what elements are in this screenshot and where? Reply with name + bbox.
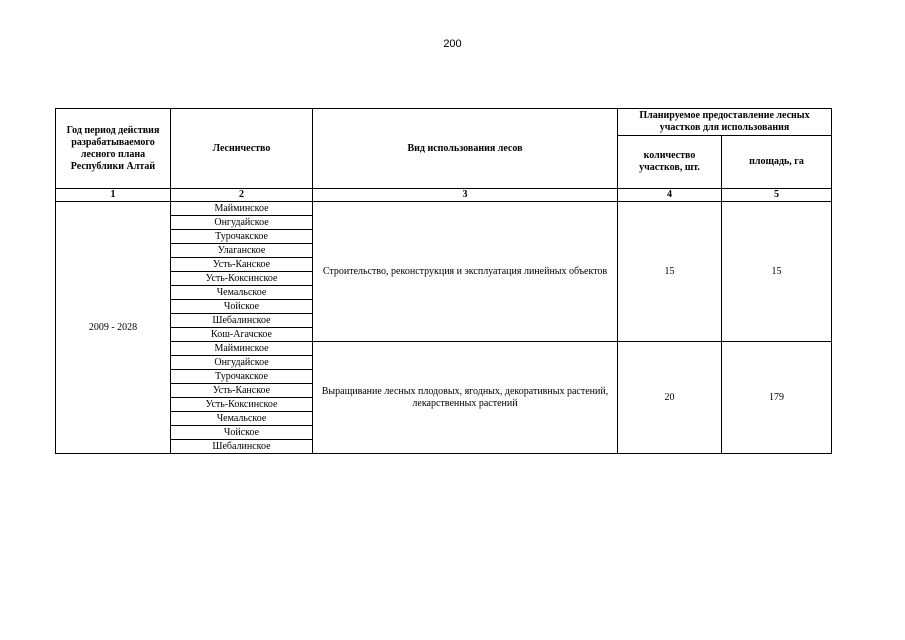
forest-plan-table — [55, 108, 832, 454]
header-count: количество участков, шт. — [618, 136, 722, 189]
column-number: 5 — [722, 189, 832, 202]
count-cell: 15 — [618, 202, 722, 342]
forestry-cell: Усть-Канское — [171, 384, 313, 398]
forestry-cell: Майминское — [171, 342, 313, 356]
forestry-cell: Онгудайское — [171, 216, 313, 230]
column-number: 3 — [313, 189, 618, 202]
usage-cell: Выращивание лесных плодовых, ягодных, декоративных растений, лекарственных растений — [313, 342, 618, 454]
forestry-cell: Турочакское — [171, 230, 313, 244]
area-cell: 179 — [722, 342, 832, 454]
forestry-cell: Чемальское — [171, 286, 313, 300]
header-group: Планируемое предоставление лесных участков для использования — [618, 109, 832, 136]
forestry-cell: Улаганское — [171, 244, 313, 258]
page-number: 200 — [443, 38, 462, 50]
area-cell: 15 — [722, 202, 832, 342]
usage-cell: Строительство, реконструкция и эксплуатация линейных объектов — [313, 202, 618, 342]
forestry-cell: Чемальское — [171, 412, 313, 426]
count-cell: 20 — [618, 342, 722, 454]
forestry-cell: Турочакское — [171, 370, 313, 384]
forestry-cell: Чойское — [171, 300, 313, 314]
period-cell: 2009 - 2028 — [56, 202, 171, 454]
header-forestry: Лесничество — [171, 109, 313, 189]
forestry-cell: Онгудайское — [171, 356, 313, 370]
forestry-cell: Кош-Агачское — [171, 328, 313, 342]
forestry-cell: Майминское — [171, 202, 313, 216]
forestry-cell: Чойское — [171, 426, 313, 440]
header-area: площадь, га — [722, 136, 832, 189]
forestry-cell: Усть-Коксинское — [171, 398, 313, 412]
header-usage: Вид использования лесов — [313, 109, 618, 189]
forestry-cell: Усть-Канское — [171, 258, 313, 272]
column-number: 4 — [618, 189, 722, 202]
column-number: 1 — [56, 189, 171, 202]
header-period: Год период действия разрабатываемого лесного плана Республики Алтай — [56, 109, 171, 189]
forestry-cell: Шебалинское — [171, 314, 313, 328]
forestry-cell: Шебалинское — [171, 440, 313, 454]
forestry-cell: Усть-Коксинское — [171, 272, 313, 286]
column-number: 2 — [171, 189, 313, 202]
